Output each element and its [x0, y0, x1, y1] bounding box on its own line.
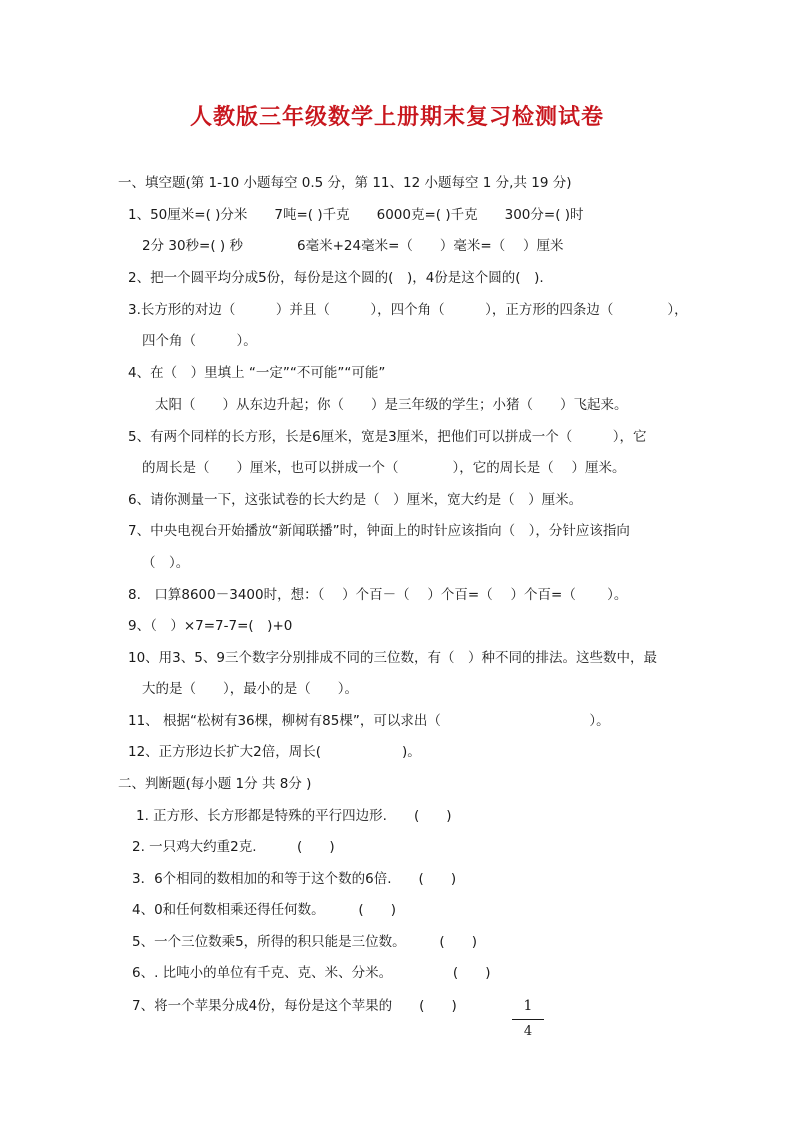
judgment-line: 5、一个三位数乘5，所得的积只能是三位数。 ( ) — [132, 934, 477, 950]
question-line: 3.长方形的对边（ ）并且（ ），四个角（ ），正方形的四条边（ ）， — [128, 302, 688, 318]
question-line: 10、用3、5、9三个数字分别排成不同的三位数，有（ ）种不同的排法。这些数中，最 — [128, 650, 657, 666]
question-line: 4、在（ ）里填上 “一定”“不可能”“可能” — [128, 365, 386, 381]
question-line: 2、把一个圆平均分成5份，每份是这个圆的( )，4份是这个圆的( ). — [128, 270, 544, 286]
fraction-bar — [512, 1019, 544, 1020]
question-line: 11、 根据“松树有36棵，柳树有85棵”，可以求出（ ）。 — [128, 713, 610, 729]
question-line: （ ）。 — [142, 555, 190, 571]
judgment-line: 7、将一个苹果分成4份，每份是这个苹果的 ( ) — [132, 998, 457, 1014]
fraction-one-quarter — [512, 996, 544, 1042]
judgment-line: 2. 一只鸡大约重2克. ( ) — [132, 839, 335, 855]
question-line: 大的是（ ），最小的是（ ）。 — [142, 681, 358, 697]
question-line: 1、50厘米=( )分米 7吨=( )千克 6000克=( )千克 300分=( )时 — [128, 207, 584, 223]
question-line: 5、有两个同样的长方形，长是6厘米，宽是3厘米，把他们可以拼成一个（ ），它 — [128, 429, 647, 445]
question-line: 12、正方形边长扩大2倍，周长( )。 — [128, 744, 421, 760]
question-line: 6、请你测量一下，这张试卷的长大约是（ ）厘米，宽大约是（ ）厘米。 — [128, 492, 583, 508]
question-line: 8. 口算8600－3400时，想：（ ）个百－（ ）个百=（ ）个百=（ ）。 — [128, 587, 628, 603]
fraction-denominator: 4 — [523, 1024, 533, 1039]
section-1-heading: 一、填空题(第 1-10 小题每空 0.5 分，第 11、12 小题每空 1 分,共 19 分) — [118, 175, 572, 191]
judgment-line: 1. 正方形、长方形都是特殊的平行四边形. ( ) — [136, 808, 452, 824]
question-line: 9、（ ）×7=7-7=( )+0 — [128, 618, 293, 634]
section-2-heading: 二、判断题(每小题 1分 共 8分 ) — [118, 776, 312, 792]
fraction-numerator: 1 — [523, 998, 533, 1014]
judgment-line: 3．6个相同的数相加的和等于这个数的6倍. ( ) — [132, 871, 457, 887]
question-line: 太阳（ ）从东边升起；你（ ）是三年级的学生；小猪（ ）飞起来。 — [155, 397, 628, 413]
question-line: 四个角（ ）。 — [142, 333, 257, 349]
judgment-line: 6、. 比吨小的单位有千克、克、米、分米。 ( ) — [132, 965, 491, 981]
page-title: 人教版三年级数学上册期末复习检测试卷 — [189, 104, 604, 130]
question-line: 的周长是（ ）厘米，也可以拼成一个（ ），它的周长是（ ）厘米。 — [142, 460, 626, 476]
question-line: 7、中央电视台开始播放“新闻联播”时，钟面上的时针应该指向（ ），分针应该指向 — [128, 523, 630, 539]
question-line: 2分 30秒=( ) 秒 6毫米+24毫米=（ ）毫米=（ ）厘米 — [142, 238, 564, 254]
judgment-line: 4、0和任何数相乘还得任何数。 ( ) — [132, 902, 396, 918]
